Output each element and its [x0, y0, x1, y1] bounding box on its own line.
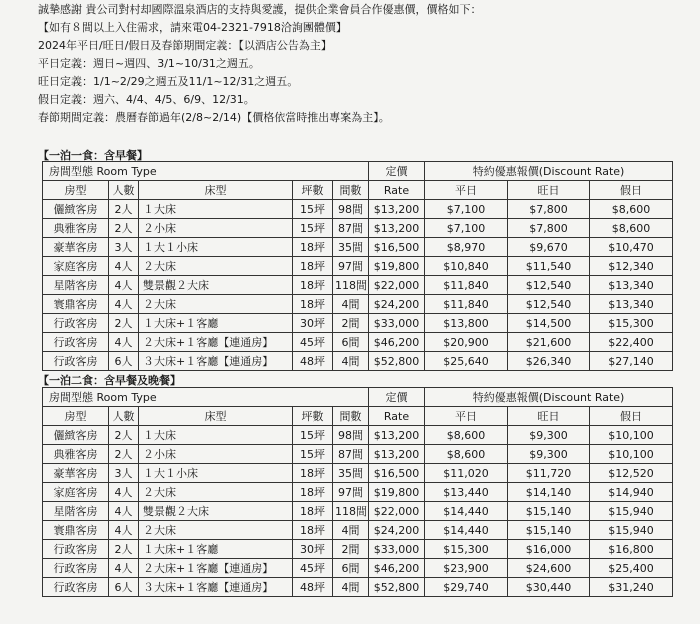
- size-cell: 30坪: [293, 540, 333, 559]
- room-count-cell: 6間: [333, 559, 369, 578]
- room-type-cell: 行政客房: [43, 352, 109, 371]
- people-cell: 3人: [109, 464, 139, 483]
- fixed-price-cell: $22,000: [369, 502, 425, 521]
- fixed-price-cell: $33,000: [369, 314, 425, 333]
- col-size-header: 坪數: [293, 407, 333, 426]
- size-cell: 18坪: [293, 295, 333, 314]
- table-row: [43, 464, 673, 483]
- fixed-price-cell: $33,000: [369, 540, 425, 559]
- col-bed-header: 床型: [139, 181, 293, 200]
- room-count-cell: 87間: [333, 445, 369, 464]
- room-type-cell: 行政客房: [43, 333, 109, 352]
- col-size-header: 坪數: [293, 181, 333, 200]
- col-room-header: 房型: [43, 407, 109, 426]
- people-cell: 4人: [109, 521, 139, 540]
- room-type-cell: 星階客房: [43, 276, 109, 295]
- holiday-rate-cell: $31,240: [590, 578, 673, 597]
- peak-rate-cell: $24,600: [508, 559, 590, 578]
- people-cell: 2人: [109, 426, 139, 445]
- bed-type-cell: ２大床+１客廳【連通房】: [139, 559, 293, 578]
- bed-type-cell: １大１小床: [139, 464, 293, 483]
- table-row: [43, 578, 673, 597]
- intro-line: 假日定義：週六、4/4、4/5、6/9、12/31。: [38, 93, 255, 106]
- people-cell: 2人: [109, 219, 139, 238]
- size-cell: 18坪: [293, 502, 333, 521]
- holiday-rate-cell: $10,100: [590, 426, 673, 445]
- rate-table-breakfast-dinner: [42, 387, 673, 597]
- fixed-price-cell: $24,200: [369, 295, 425, 314]
- fixed-price-cell: $13,200: [369, 219, 425, 238]
- peak-rate-cell: $12,540: [508, 276, 590, 295]
- fixed-price-header: 定價: [369, 162, 425, 181]
- table-row: [43, 352, 673, 371]
- size-cell: 18坪: [293, 238, 333, 257]
- bed-type-cell: ２大床: [139, 521, 293, 540]
- room-type-cell: 儷緻客房: [43, 426, 109, 445]
- room-type-group-header: 房間型態 Room Type: [43, 162, 369, 181]
- peak-rate-cell: $16,000: [508, 540, 590, 559]
- room-count-cell: 98間: [333, 426, 369, 445]
- fixed-price-cell: $24,200: [369, 521, 425, 540]
- room-count-cell: 87間: [333, 219, 369, 238]
- intro-line: 春節期間定義：農曆春節過年(2/8~2/14)【價格依當時推出專案為主】。: [38, 111, 390, 124]
- fixed-price-header: 定價: [369, 388, 425, 407]
- col-holiday-header: 假日: [590, 181, 673, 200]
- weekday-rate-cell: $11,840: [425, 276, 508, 295]
- weekday-rate-cell: $20,900: [425, 333, 508, 352]
- room-count-cell: 4間: [333, 578, 369, 597]
- size-cell: 15坪: [293, 200, 333, 219]
- col-rooms-header: 間數: [333, 407, 369, 426]
- weekday-rate-cell: $11,020: [425, 464, 508, 483]
- rate-header: Rate: [369, 181, 425, 200]
- holiday-rate-cell: $8,600: [590, 219, 673, 238]
- peak-rate-cell: $26,340: [508, 352, 590, 371]
- discount-group-header: 特約優惠報價(Discount Rate): [425, 388, 673, 407]
- size-cell: 15坪: [293, 426, 333, 445]
- room-type-cell: 行政客房: [43, 314, 109, 333]
- fixed-price-cell: $13,200: [369, 426, 425, 445]
- holiday-rate-cell: $10,470: [590, 238, 673, 257]
- table-row: [43, 521, 673, 540]
- peak-rate-cell: $11,540: [508, 257, 590, 276]
- intro-line: 誠摯感謝 貴公司對村却國際溫泉酒店的支持與愛護，提供企業會員合作優惠價，價格如下：: [38, 3, 482, 16]
- col-holiday-header: 假日: [590, 407, 673, 426]
- bed-type-cell: ３大床+１客廳【連通房】: [139, 578, 293, 597]
- people-cell: 6人: [109, 352, 139, 371]
- table-row: [43, 502, 673, 521]
- people-cell: 2人: [109, 314, 139, 333]
- table-row: [43, 238, 673, 257]
- bed-type-cell: ２大床+１客廳【連通房】: [139, 333, 293, 352]
- holiday-rate-cell: $13,340: [590, 276, 673, 295]
- fixed-price-cell: $13,200: [369, 445, 425, 464]
- table-row: [43, 276, 673, 295]
- room-type-cell: 行政客房: [43, 578, 109, 597]
- size-cell: 18坪: [293, 521, 333, 540]
- col-peak-header: 旺日: [508, 407, 590, 426]
- fixed-price-cell: $13,200: [369, 200, 425, 219]
- peak-rate-cell: $14,500: [508, 314, 590, 333]
- discount-group-header: 特約優惠報價(Discount Rate): [425, 162, 673, 181]
- people-cell: 4人: [109, 502, 139, 521]
- holiday-rate-cell: $13,340: [590, 295, 673, 314]
- peak-rate-cell: $12,540: [508, 295, 590, 314]
- weekday-rate-cell: $8,970: [425, 238, 508, 257]
- room-count-cell: 118間: [333, 276, 369, 295]
- peak-rate-cell: $15,140: [508, 502, 590, 521]
- holiday-rate-cell: $14,940: [590, 483, 673, 502]
- weekday-rate-cell: $11,840: [425, 295, 508, 314]
- people-cell: 2人: [109, 540, 139, 559]
- fixed-price-cell: $19,800: [369, 483, 425, 502]
- holiday-rate-cell: $15,940: [590, 502, 673, 521]
- bed-type-cell: １大床: [139, 426, 293, 445]
- col-people-header: 人數: [109, 407, 139, 426]
- size-cell: 18坪: [293, 257, 333, 276]
- room-type-cell: 儷緻客房: [43, 200, 109, 219]
- bed-type-cell: 雙景觀２大床: [139, 276, 293, 295]
- table-header-row: [43, 388, 673, 407]
- fixed-price-cell: $52,800: [369, 578, 425, 597]
- weekday-rate-cell: $25,640: [425, 352, 508, 371]
- size-cell: 48坪: [293, 352, 333, 371]
- room-count-cell: 97間: [333, 483, 369, 502]
- weekday-rate-cell: $15,300: [425, 540, 508, 559]
- bed-type-cell: １大床+１客廳: [139, 314, 293, 333]
- people-cell: 2人: [109, 445, 139, 464]
- size-cell: 18坪: [293, 276, 333, 295]
- fixed-price-cell: $22,000: [369, 276, 425, 295]
- fixed-price-cell: $19,800: [369, 257, 425, 276]
- holiday-rate-cell: $16,800: [590, 540, 673, 559]
- weekday-rate-cell: $8,600: [425, 445, 508, 464]
- bed-type-cell: 雙景觀２大床: [139, 502, 293, 521]
- table-row: [43, 483, 673, 502]
- table-row: [43, 426, 673, 445]
- size-cell: 18坪: [293, 483, 333, 502]
- size-cell: 15坪: [293, 445, 333, 464]
- holiday-rate-cell: $15,300: [590, 314, 673, 333]
- col-weekday-header: 平日: [425, 407, 508, 426]
- col-rooms-header: 間數: [333, 181, 369, 200]
- people-cell: 4人: [109, 257, 139, 276]
- peak-rate-cell: $21,600: [508, 333, 590, 352]
- peak-rate-cell: $11,720: [508, 464, 590, 483]
- col-room-header: 房型: [43, 181, 109, 200]
- people-cell: 4人: [109, 333, 139, 352]
- size-cell: 45坪: [293, 333, 333, 352]
- col-peak-header: 旺日: [508, 181, 590, 200]
- room-type-cell: 家庭客房: [43, 483, 109, 502]
- fixed-price-cell: $52,800: [369, 352, 425, 371]
- peak-rate-cell: $9,670: [508, 238, 590, 257]
- bed-type-cell: １大床: [139, 200, 293, 219]
- weekday-rate-cell: $7,100: [425, 219, 508, 238]
- weekday-rate-cell: $10,840: [425, 257, 508, 276]
- bed-type-cell: ２大床: [139, 257, 293, 276]
- table-row: [43, 540, 673, 559]
- people-cell: 3人: [109, 238, 139, 257]
- intro-line: 2024年平日/旺日/假日及春節期間定義：【以酒店公告為主】: [38, 39, 332, 52]
- weekday-rate-cell: $8,600: [425, 426, 508, 445]
- peak-rate-cell: $30,440: [508, 578, 590, 597]
- table-row: [43, 200, 673, 219]
- room-count-cell: 97間: [333, 257, 369, 276]
- holiday-rate-cell: $10,100: [590, 445, 673, 464]
- table-row: [43, 445, 673, 464]
- size-cell: 15坪: [293, 219, 333, 238]
- room-count-cell: 6間: [333, 333, 369, 352]
- table-row: [43, 559, 673, 578]
- bed-type-cell: ３大床+１客廳【連通房】: [139, 352, 293, 371]
- people-cell: 4人: [109, 483, 139, 502]
- size-cell: 30坪: [293, 314, 333, 333]
- room-count-cell: 2間: [333, 314, 369, 333]
- size-cell: 48坪: [293, 578, 333, 597]
- section-title-breakfast: 【一泊一食：含早餐】: [38, 149, 148, 162]
- table-row: [43, 314, 673, 333]
- room-count-cell: 118間: [333, 502, 369, 521]
- holiday-rate-cell: $22,400: [590, 333, 673, 352]
- bed-type-cell: １大１小床: [139, 238, 293, 257]
- weekday-rate-cell: $29,740: [425, 578, 508, 597]
- room-count-cell: 4間: [333, 521, 369, 540]
- room-count-cell: 35間: [333, 464, 369, 483]
- room-type-cell: 行政客房: [43, 559, 109, 578]
- weekday-rate-cell: $14,440: [425, 521, 508, 540]
- table-header-row: [43, 162, 673, 181]
- rate-table-breakfast: [42, 161, 673, 371]
- bed-type-cell: ２大床: [139, 483, 293, 502]
- room-type-cell: 家庭客房: [43, 257, 109, 276]
- fixed-price-cell: $46,200: [369, 559, 425, 578]
- room-count-cell: 4間: [333, 352, 369, 371]
- room-count-cell: 98間: [333, 200, 369, 219]
- col-bed-header: 床型: [139, 407, 293, 426]
- people-cell: 4人: [109, 559, 139, 578]
- room-count-cell: 2間: [333, 540, 369, 559]
- table-row: [43, 295, 673, 314]
- weekday-rate-cell: $7,100: [425, 200, 508, 219]
- intro-block: [38, 1, 688, 127]
- people-cell: 4人: [109, 276, 139, 295]
- table-row: [43, 333, 673, 352]
- room-type-cell: 典雅客房: [43, 219, 109, 238]
- bed-type-cell: ２小床: [139, 445, 293, 464]
- fixed-price-cell: $46,200: [369, 333, 425, 352]
- room-type-cell: 豪華客房: [43, 464, 109, 483]
- col-weekday-header: 平日: [425, 181, 508, 200]
- people-cell: 4人: [109, 295, 139, 314]
- weekday-rate-cell: $13,440: [425, 483, 508, 502]
- room-type-cell: 寰鼎客房: [43, 295, 109, 314]
- table-header-row: [43, 407, 673, 426]
- room-type-cell: 寰鼎客房: [43, 521, 109, 540]
- room-type-cell: 典雅客房: [43, 445, 109, 464]
- fixed-price-cell: $16,500: [369, 464, 425, 483]
- room-type-cell: 星階客房: [43, 502, 109, 521]
- bed-type-cell: ２大床: [139, 295, 293, 314]
- holiday-rate-cell: $8,600: [590, 200, 673, 219]
- holiday-rate-cell: $25,400: [590, 559, 673, 578]
- people-cell: 6人: [109, 578, 139, 597]
- holiday-rate-cell: $15,940: [590, 521, 673, 540]
- peak-rate-cell: $9,300: [508, 426, 590, 445]
- holiday-rate-cell: $12,520: [590, 464, 673, 483]
- rate-header: Rate: [369, 407, 425, 426]
- intro-line: 旺日定義：1/1~2/29之週五及11/1~12/31之週五。: [38, 75, 299, 88]
- size-cell: 45坪: [293, 559, 333, 578]
- table-row: [43, 219, 673, 238]
- peak-rate-cell: $7,800: [508, 200, 590, 219]
- size-cell: 18坪: [293, 464, 333, 483]
- fixed-price-cell: $16,500: [369, 238, 425, 257]
- col-people-header: 人數: [109, 181, 139, 200]
- peak-rate-cell: $15,140: [508, 521, 590, 540]
- room-count-cell: 4間: [333, 295, 369, 314]
- weekday-rate-cell: $14,440: [425, 502, 508, 521]
- holiday-rate-cell: $27,140: [590, 352, 673, 371]
- bed-type-cell: １大床+１客廳: [139, 540, 293, 559]
- weekday-rate-cell: $23,900: [425, 559, 508, 578]
- room-type-group-header: 房間型態 Room Type: [43, 388, 369, 407]
- holiday-rate-cell: $12,340: [590, 257, 673, 276]
- weekday-rate-cell: $13,800: [425, 314, 508, 333]
- section-title-dinner: 【一泊二食：含早餐及晚餐】: [38, 374, 181, 387]
- peak-rate-cell: $7,800: [508, 219, 590, 238]
- room-type-cell: 行政客房: [43, 540, 109, 559]
- peak-rate-cell: $14,140: [508, 483, 590, 502]
- table-row: [43, 257, 673, 276]
- table-header-row: [43, 181, 673, 200]
- room-count-cell: 35間: [333, 238, 369, 257]
- bed-type-cell: ２小床: [139, 219, 293, 238]
- intro-line: 【如有８間以上入住需求，請來電04-2321-7918洽詢團體價】: [38, 21, 347, 34]
- peak-rate-cell: $9,300: [508, 445, 590, 464]
- room-type-cell: 豪華客房: [43, 238, 109, 257]
- intro-line: 平日定義：週日~週四、3/1~10/31之週五。: [38, 57, 260, 70]
- people-cell: 2人: [109, 200, 139, 219]
